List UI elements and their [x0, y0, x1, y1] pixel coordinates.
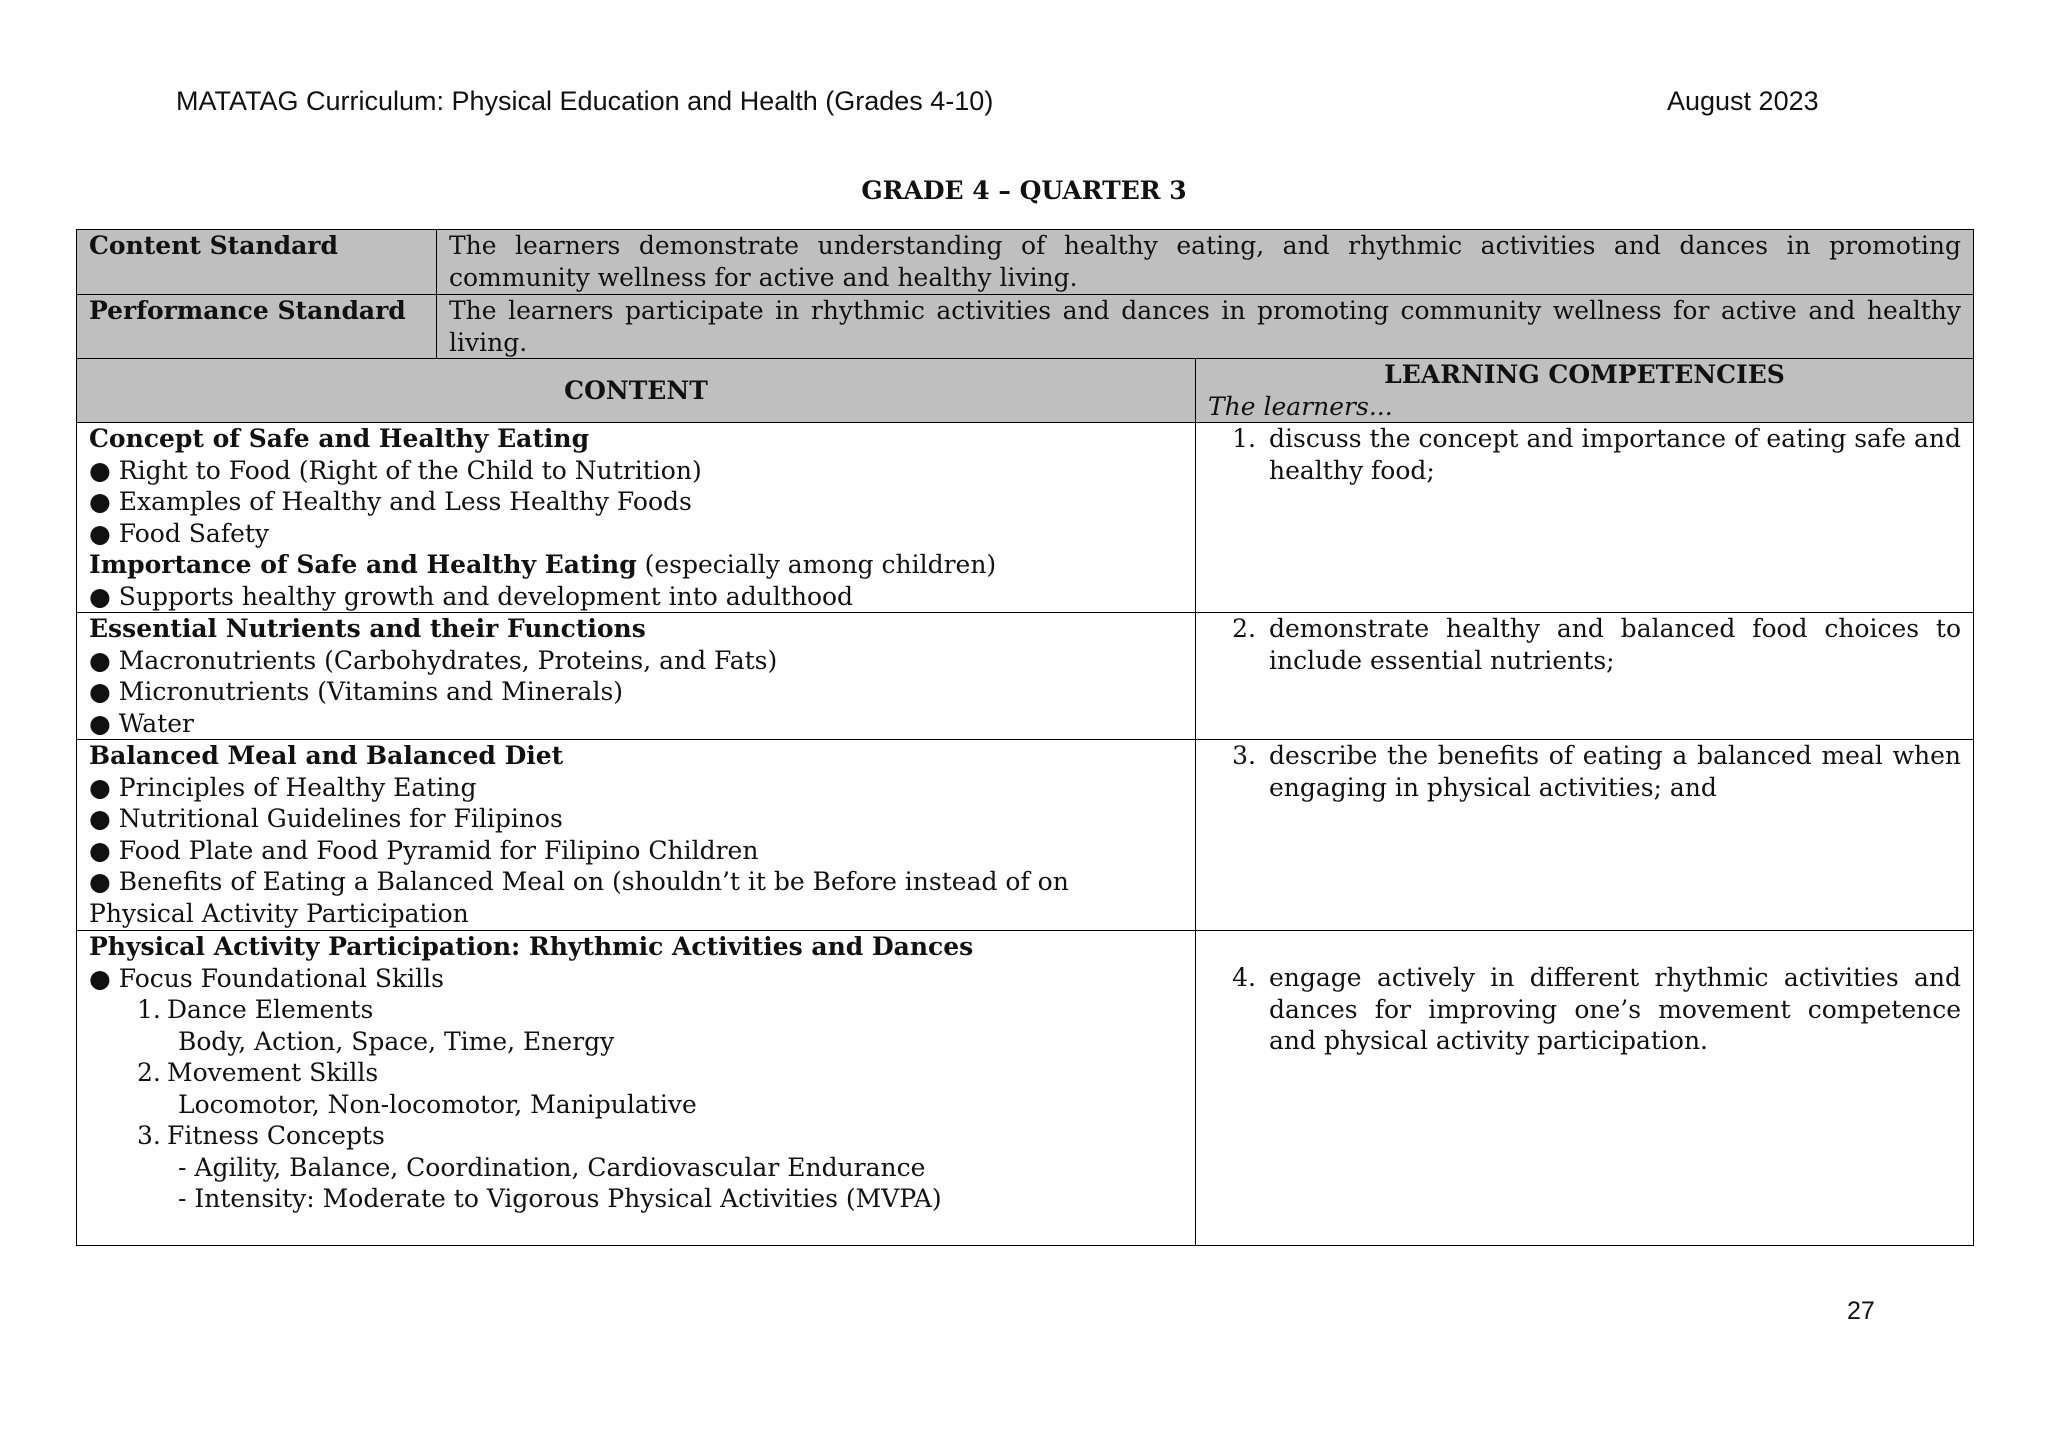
document-title: MATATAG Curriculum: Physical Education and Health (Grades 4-10) [176, 86, 994, 116]
topic-heading: Balanced Meal and Balanced Diet [89, 741, 564, 770]
list-item: ● Right to Food (Right of the Child to Nutrition) [89, 455, 702, 485]
topic-heading: Essential Nutrients and their Functions [89, 614, 646, 643]
sub-item-detail: - Intensity: Moderate to Vigorous Physical Activities (MVPA) [178, 1184, 942, 1213]
topic-heading: Concept of Safe and Healthy Eating [89, 424, 590, 453]
curriculum-table [76, 229, 1974, 1246]
competency-cell [1196, 931, 1974, 1246]
competency-text: engage actively in different rhythmic activities and dances for improving one’s movement competence and physical activity participation. [1269, 963, 1962, 1055]
content-standard-label: Content Standard [77, 230, 437, 295]
competency-number: 3. [1232, 741, 1256, 770]
competencies-column-header [1196, 359, 1974, 423]
content-standard-row [77, 230, 1974, 295]
sub-item-number: 3. [137, 1121, 161, 1150]
competencies-header-title: LEARNING COMPETENCIES [1384, 360, 1785, 389]
sub-item-number: 1. [137, 995, 161, 1024]
competency-number: 2. [1232, 614, 1256, 643]
performance-standard-row [77, 295, 1974, 359]
content-cell [77, 613, 1196, 740]
topic-note: (especially among children) [644, 550, 997, 579]
table-row [77, 740, 1974, 931]
list-item: ● Water [89, 708, 194, 738]
competency-number: 4. [1232, 963, 1256, 992]
content-column-header: CONTENT [77, 359, 1196, 423]
list-item: ● Nutritional Guidelines for Filipinos [89, 804, 563, 833]
sub-item-title: Dance Elements [167, 995, 374, 1024]
sub-item-title: Movement Skills [167, 1058, 379, 1087]
competencies-header-subtitle: The learners... [1208, 391, 1393, 421]
list-item: ● Benefits of Eating a Balanced Meal on (shouldn’t it be Before instead of on [89, 867, 1069, 896]
topic-heading: Physical Activity Participation: Rhythmic Activities and Dances [89, 932, 974, 961]
performance-standard-label: Performance Standard [77, 295, 437, 359]
sub-item-number: 2. [137, 1058, 161, 1087]
list-item: ● Focus Foundational Skills [89, 963, 444, 993]
grade-quarter-title: GRADE 4 – QUARTER 3 [861, 176, 1187, 205]
competency-cell [1196, 423, 1974, 613]
page-number: 27 [1847, 1297, 1875, 1325]
list-item: ● Examples of Healthy and Less Healthy Foods [89, 487, 692, 516]
sub-item-detail: - Agility, Balance, Coordination, Cardiovascular Endurance [178, 1152, 926, 1182]
sub-item-title: Fitness Concepts [167, 1121, 385, 1150]
competency-text: demonstrate healthy and balanced food choices to include essential nutrients; [1269, 614, 1962, 675]
list-item: ● Macronutrients (Carbohydrates, Proteins, and Fats) [89, 645, 778, 675]
content-standard-text: The learners demonstrate understanding of healthy eating, and rhythmic activities and dances in promoting community wellness for active and healthy living. [437, 230, 1974, 295]
list-item: ● Principles of Healthy Eating [89, 772, 477, 802]
table-row [77, 931, 1974, 1246]
competency-cell [1196, 740, 1974, 931]
list-item: ● Supports healthy growth and development into adulthood [89, 581, 854, 611]
list-item: ● Micronutrients (Vitamins and Minerals) [89, 677, 624, 706]
document-date: August 2023 [1667, 86, 1819, 116]
competency-text: discuss the concept and importance of eating safe and healthy food; [1269, 424, 1962, 485]
column-header-row [77, 359, 1974, 423]
performance-standard-text: The learners participate in rhythmic activities and dances in promoting community wellness for active and healthy living. [437, 295, 1974, 359]
content-cell [77, 740, 1196, 931]
table-row [77, 423, 1974, 613]
competency-cell [1196, 613, 1974, 740]
competency-number: 1. [1232, 424, 1256, 453]
sub-item-detail: Body, Action, Space, Time, Energy [178, 1026, 615, 1056]
topic-heading: Importance of Safe and Healthy Eating [89, 550, 637, 579]
sub-item-detail: Locomotor, Non-locomotor, Manipulative [178, 1089, 697, 1119]
content-cell [77, 423, 1196, 613]
list-item: ● Food Safety [89, 518, 270, 548]
list-item: ● Food Plate and Food Pyramid for Filipino Children [89, 835, 759, 865]
competency-text: describe the benefits of eating a balanced meal when engaging in physical activities; and [1269, 741, 1962, 802]
table-row [77, 613, 1974, 740]
list-item-continuation: Physical Activity Participation [89, 898, 469, 928]
content-cell [77, 931, 1196, 1246]
